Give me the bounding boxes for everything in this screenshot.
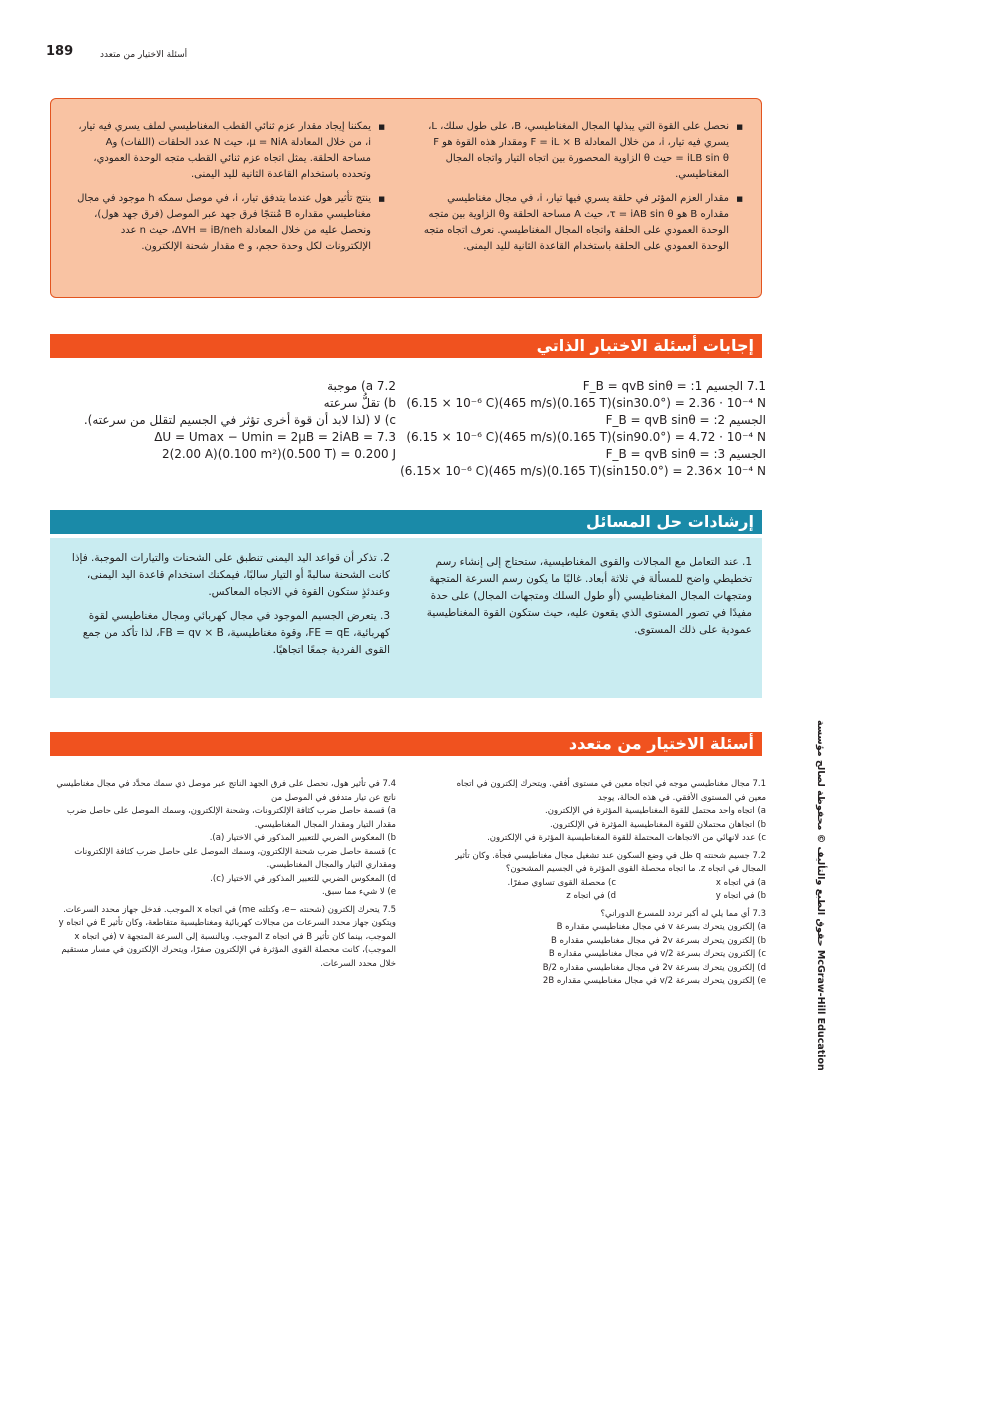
choice: c) محصلة القوى تساوي صفرًا. bbox=[507, 877, 616, 888]
choice: d) المعكوس الضربي للتعبير المذكور في الاختيار (c). bbox=[210, 873, 396, 884]
answer-equation: F_B = qvB sinθ = bbox=[605, 413, 710, 427]
hint-3: 3. يتعرض الجسيم الموجود في مجال كهربائي ومجال مغناطيسي لقوة كهربائية، FE = qE، وقوة مغناطيسية، FB = qv × B، لذا تأكد من جمع القوى الفردية جمعًا اتجاهيًا. bbox=[82, 610, 390, 656]
question-7-1: 7.1 مجال مغناطيسي موجه في اتجاه معين في مستوى أفقي. ويتحرك إلكترون في اتجاه معين في المستوى الأفقي. في هذه الحالة، يوجد bbox=[456, 779, 766, 803]
answer-line: b) تقلُّ سرعته bbox=[323, 396, 396, 410]
running-title: أسئلة الاختيار من متعدد bbox=[100, 50, 188, 60]
choice: c) إلكترون يتحرك بسرعة v/2 في مجال مغناطيسي مقداره B bbox=[548, 949, 766, 959]
choice: b) إلكترون يتحرك بسرعة 2v في مجال مغناطيسي مقداره B bbox=[551, 935, 766, 946]
choice: e) لا شيء مما سبق. bbox=[322, 887, 396, 897]
self-test-heading: إجابات أسئلة الاختبار الذاتي bbox=[50, 334, 762, 358]
page-number: 189 bbox=[46, 44, 74, 59]
answer-equation: F_B = qvB sinθ = bbox=[605, 447, 710, 461]
answer-label: 7.3 bbox=[376, 430, 396, 444]
summary-right-column bbox=[423, 119, 743, 263]
choice: a) في اتجاه x bbox=[715, 877, 766, 888]
answer-line: 7.2 a) موجبة bbox=[327, 379, 396, 393]
mcq-left-column bbox=[56, 778, 396, 971]
answer-calculation: 2(2.00 A)(0.100 m²)(0.500 T) = 0.200 J bbox=[161, 447, 396, 461]
mcq-heading: أسئلة الاختيار من متعدد bbox=[50, 732, 762, 756]
choice: a) إلكترون يتحرك بسرعة v في مجال مغناطيسي مقداره B bbox=[556, 922, 766, 932]
answer-calculation: (6.15 × 10⁻⁶ C)(465 m/s)(0.165 T)(sin90.0°) = 4.72 · 10⁻⁴ N bbox=[406, 430, 766, 444]
mcq-right-column bbox=[440, 778, 766, 989]
choice: a) قسمة حاصل ضرب كثافة الإلكترونات، وشحنة الإلكترون، وسمك الموصل على حاصل ضرب مقدار التيار ومقدار المجال المغناطيسي. bbox=[66, 806, 396, 830]
summary-item: ■ ينتج تأثير هول عندما يتدفق تيار، i، في موصل سمكه h موجود في مجال مغناطيسي مقداره B مُنتجًا فرق جهد عبر الموصل (فرق جهد هول)، ونحصل عليه من خلال المعادلة ΔVH = iB/neh، حيث n عدد الإلكترونات لكل وحدة حجم، و e مقدار شحنة الإلكترون. bbox=[75, 191, 371, 255]
summary-box bbox=[50, 98, 762, 298]
hints-heading: إرشادات حل المسائل bbox=[50, 510, 762, 534]
summary-item: ■ مقدار العزم المؤثر في حلقة يسري فيها تيار، i، في مجال مغناطيسي مقداره B هو τ = iAB sin θ، حيث A مساحة الحلقة وθ الزاوية بين متجه الوحدة العمودي على الحلقة واتجاه المجال المغناطيسي. نعرف اتجاه متجه الوحدة العمودي على الحلقة باستخدام القاعدة الثانية لليد اليمنى. bbox=[423, 191, 729, 255]
question-7-5: 7.5 يتحرك إلكترون (شحنته −e، وكتلته me) في اتجاه x الموجب. فدخل جهاز محدد السرعات. ويتكون جهاز محدد السرعات من مجالات كهربائية ومغناطيسية متقاطعة، وكان تأثير E في اتجاه y الموجب، بينما كان تأثير B في اتجاه z الموجب. وبالنسبة إلى السرعة المتجهة v (في اتجاه x الموجب)، كانت محصلة القوى المؤثرة في الإلكترون صفرًا، ويتحرك الإلكترون في مسار مستقيم خلال محدد السرعات. bbox=[58, 904, 396, 969]
choice: b) اتجاهان محتملان للقوة المغناطيسية المؤثرة في الإلكترون. bbox=[549, 819, 766, 830]
self-test-left-answers bbox=[56, 378, 396, 463]
answer-calculation: (6.15× 10⁻⁶ C)(465 m/s)(0.165 T)(sin150.0°) = 2.36× 10⁻⁴ N bbox=[400, 464, 766, 478]
answer-equation: ΔU = Umax − Umin = 2μB = 2iAB = bbox=[154, 430, 374, 444]
choice: c) قسمة حاصل ضرب شحنة الإلكترون، وسمك الموصل على حاصل ضرب كثافة الإلكترونات ومقداري التيار والمجال المغناطيسي. bbox=[74, 846, 396, 870]
answer-line: c) لا (لذا لابد أن قوة أخرى تؤثر في الجسيم لتقلل من سرعته). bbox=[83, 413, 396, 427]
summary-item: ■ نحصل على القوة التي يبذلها المجال المغناطيسي، B، على طول سلك، L، يسري فيه تيار، i، من خلال المعادلة F = iL × B ومقدار هذه القوة هو F = iLB sin θ حيث θ الزاوية المحصورة بين اتجاه التيار واتجاه المجال المغناطيسي. bbox=[423, 119, 729, 183]
hint-2: 2. تذكر أن قواعد اليد اليمنى تنطبق على الشحنات والتيارات الموجبة. فإذا كانت الشحنة سالبةً أو التيار سالبًا، فيمكنك استخدام قاعدة اليد اليمنى، وعندئذٍ ستكون القوة في الاتجاه المعاكس. bbox=[71, 552, 390, 598]
answer-label: الجسيم 2: bbox=[713, 413, 766, 427]
choice: d) في اتجاه z bbox=[566, 891, 616, 901]
hint-1: 1. عند التعامل مع المجالات والقوى المغناطيسية، ستحتاج إلى إنشاء رسم تخطيطي واضح للمسألة في ثلاثة أبعاد. غالبًا ما يكون رسم السرعة المتجهة ومتجهات المجال المغناطيسي (أو طول السلك ومتجهات المجال) على حدة مفيدًا في تصور المستوى الذي يقعون عليه، حيث ستكون القوة المغناطيسية عمودية على ذلك المستوى. bbox=[426, 556, 752, 636]
self-test-right-answers bbox=[400, 378, 766, 480]
choice: a) اتجاه واحد محتمل للقوة المغناطيسية المؤثرة في الإلكترون. bbox=[545, 806, 766, 816]
choice: e) إلكترون يتحرك بسرعة v/2 في مجال مغناطيسي مقداره 2B bbox=[542, 976, 766, 986]
question-7-2: 7.2 جسيم شحنته q ظل في وضع السكون عند تشغيل مجال مغناطيسي فجأة. وكان تأثير المجال في اتجاه z. ما اتجاه محصلة القوى المؤثرة في الجسيم المشحون؟ bbox=[455, 850, 766, 874]
choice: c) عدد لانهائي من الاتجاهات المحتملة للقوة المغناطيسية المؤثرة في الإلكترون. bbox=[487, 833, 766, 843]
answer-label: الجسيم 3: bbox=[713, 447, 766, 461]
question-7-4: 7.4 في تأثير هول، نحصل على فرق الجهد الناتج عبر موصل ذي سمك محدَّد في مجال مغناطيسي ناتج عن تيار متدفق في الموصل من bbox=[56, 779, 396, 803]
choice: b) في اتجاه y bbox=[715, 891, 766, 901]
copyright-vertical bbox=[808, 720, 828, 1071]
hints-box bbox=[50, 538, 762, 698]
answer-label: 7.1 الجسيم 1: bbox=[690, 379, 766, 393]
choice: b) المعكوس الضربي للتعبير المذكور في الاختيار (a). bbox=[209, 833, 396, 843]
summary-left-column bbox=[75, 119, 385, 263]
summary-item: ■ يمكننا إيجاد مقدار عزم ثنائي القطب المغناطيسي لملف يسري فيه تيار، i، من خلال المعادلة μ = NiA، حيث N عدد الحلقات (اللفات) وA مساحة الحلقة. يمثل اتجاه عزم ثنائي القطب متجه الوحدة العمودي، وتحدده باستخدام القاعدة الثانية لليد اليمنى. bbox=[75, 119, 371, 183]
answer-equation: F_B = qvB sinθ = bbox=[582, 379, 687, 393]
copyright-text: حقوق الطبع والتأليف © محفوظة لصالح مؤسسة McGraw-Hill Education bbox=[815, 720, 826, 1071]
question-7-3: 7.3 أي مما يلي له أكبر تردد للمسرع الدوراني؟ bbox=[600, 908, 766, 919]
choice: d) إلكترون يتحرك بسرعة 2v في مجال مغناطيسي مقداره B/2 bbox=[542, 962, 766, 973]
answer-calculation: (6.15 × 10⁻⁶ C)(465 m/s)(0.165 T)(sin30.0°) = 2.36 · 10⁻⁴ N bbox=[406, 396, 766, 410]
